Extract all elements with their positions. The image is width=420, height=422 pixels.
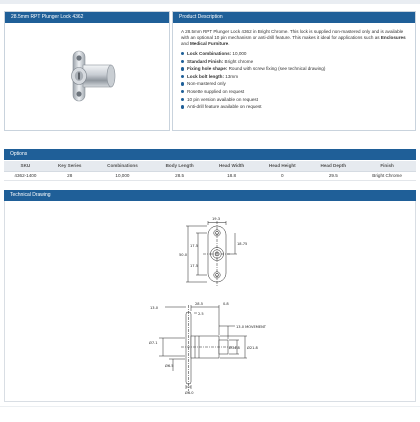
feature-item: Fixing hole shape: Round with screw fixing (see technical drawing) [181,65,407,73]
options-header-row [4,161,416,171]
feature-item: Lock Combinations: 10,000 [181,50,407,58]
description-heading: Product Description [173,12,415,23]
cell-combinations: 10,000 [93,171,153,180]
feature-item: Anti-drill feature available on request [181,103,407,111]
column-header: Combinations [93,161,153,171]
cell-sku: 4362-1400 [4,171,47,180]
column-header: Head Depth [308,161,358,171]
product-image [5,23,169,130]
feature-item: 10 pin version available on request [181,96,407,104]
top-strip [0,0,420,4]
intro-medical: Medical Furniture [189,41,229,46]
feature-list [181,50,407,111]
dim-flange: 13.0 [150,306,159,310]
dim-hole: Ø6.5 [165,364,174,368]
product-card [4,11,170,131]
dim-base: Ø6.0 [185,391,194,395]
intro-text: A 28.5mm RPT Plunger Lock 4362 in Bright Chrome. This lock is supplied non-mastered only and is available with an optional 10 pin mechanism or anti-drill feature. This makes it ideal for applications such as [181,29,404,40]
column-header: Key Series [47,161,93,171]
technical-drawing-area [4,201,416,402]
intro-and: and [181,41,190,46]
dim-width: 19.3 [212,217,221,221]
column-header: Head Height [256,161,308,171]
technical-heading: Technical Drawing [4,190,416,201]
intro-enclosures: Enclosures [380,35,406,40]
description-intro [181,29,407,47]
dim-center: 18.75 [237,242,248,246]
cell-key-series: 28 [47,171,93,180]
dim-pitch-bottom: 17.5 [190,264,199,268]
feature-item: Rosette supplied on request [181,88,407,96]
feature-item: Lock bolt length: 13mm [181,73,407,81]
feature-item: Standard Finish: Bright chrome [181,58,407,66]
dim-pitch-top: 17.5 [190,244,199,248]
feature-item: Non-mastered only [181,80,407,88]
intro-end: . [228,41,230,46]
cell-head-height: 0 [256,171,308,180]
dim-outer: Ø21.8 [247,346,258,350]
column-header: Head Width [207,161,256,171]
dim-overall: 50.0 [179,253,188,257]
column-header: Body Length [152,161,207,171]
description-body [173,23,415,111]
footer-divider [0,406,420,407]
dim-plate: 0.8 [223,302,229,306]
product-title: 28.5mm RPT Plunger Lock 4362 [5,12,169,23]
dim-body: 28.5 [195,302,204,306]
cell-head-depth: 29.5 [308,171,358,180]
dim-pin: Ø7.1 [149,341,158,345]
technical-drawing [5,201,417,402]
column-header: SKU [4,161,47,171]
cell-body-length: 28.5 [152,171,207,180]
cell-head-width: 18.8 [207,171,256,180]
column-header: Finish [358,161,416,171]
dim-bore: Ø14.8 [229,346,240,350]
cell-finish: Bright Chrome [358,171,416,180]
options-heading: Options [4,149,416,160]
options-table [4,161,416,181]
description-card [172,11,416,131]
dim-movement: 13.0 MOVEMENT [236,325,266,329]
table-row[interactable] [4,171,416,180]
dim-offset: 2.5 [198,312,204,316]
